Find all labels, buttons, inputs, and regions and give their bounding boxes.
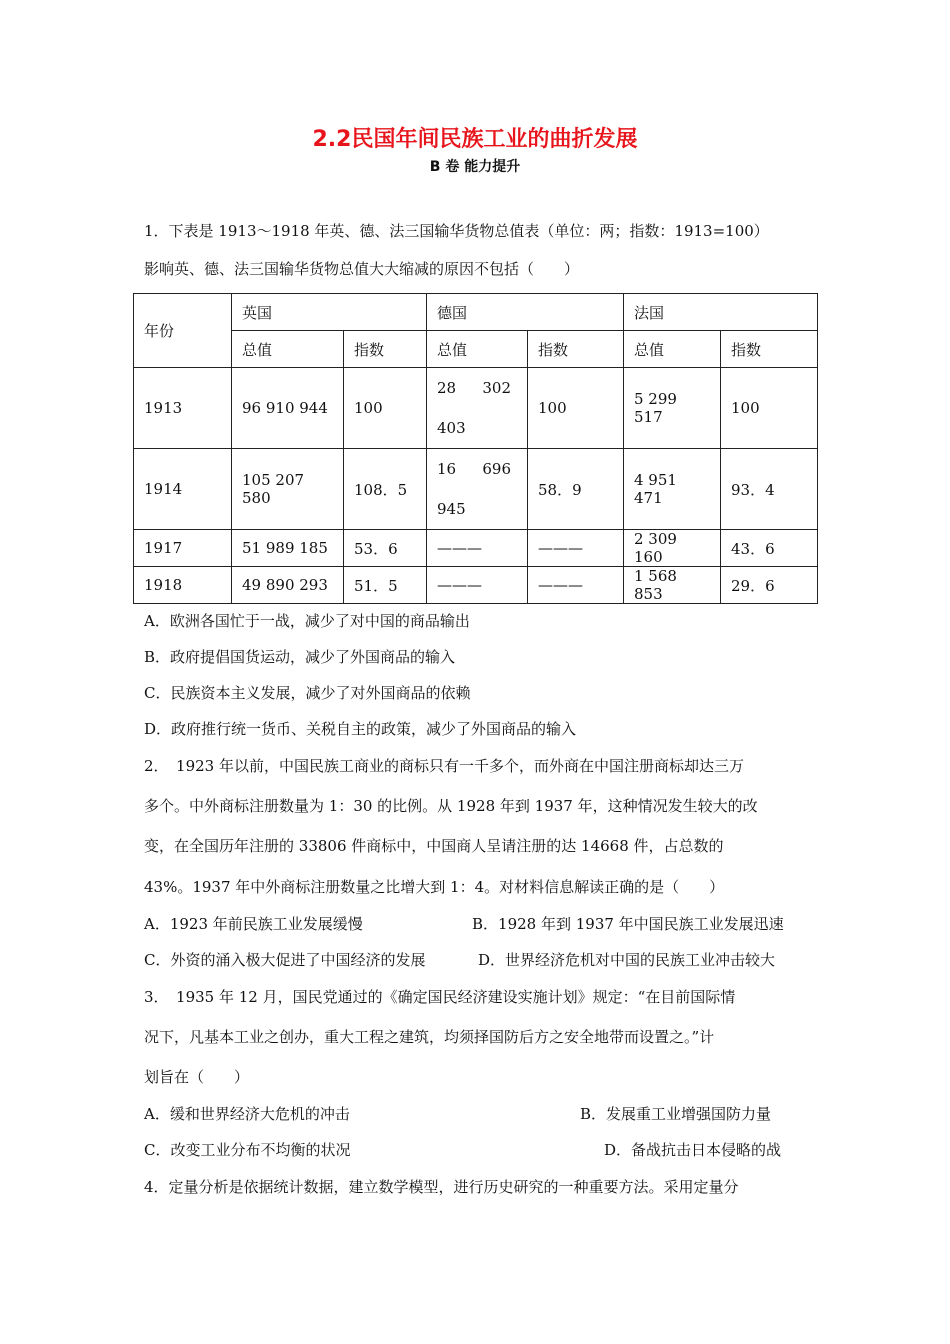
table-cell: 51 989 185 xyxy=(232,530,344,567)
q1-stem-line1: 1．下表是 1913～1918 年英、德、法三国输华货物总值表（单位：两；指数：1913=100） xyxy=(144,222,769,240)
table-cell: 100 xyxy=(344,368,427,449)
table-cell: 49 890 293 xyxy=(232,567,344,604)
table-cell: 58．9 xyxy=(528,449,624,530)
q3-stem-line: 3． 1935 年 12 月，国民党通过的《确定国民经济建设实施计划》规定：“在目前国际情 xyxy=(144,988,736,1006)
table-cell: ——— xyxy=(528,530,624,567)
table-cell: 51．5 xyxy=(344,567,427,604)
table-subheader: 指数 xyxy=(344,331,427,368)
table-cell-part: 403 xyxy=(437,419,466,437)
q3-option-d: D．备战抗击日本侵略的战 xyxy=(604,1141,782,1159)
table-cell: 53．6 xyxy=(344,530,427,567)
table-cell: 105 207 580 xyxy=(232,449,344,530)
table-cell: 43．6 xyxy=(721,530,818,567)
table-cell: ——— xyxy=(427,567,528,604)
q2-option-b: B．1928 年到 1937 年中国民族工业发展迅速 xyxy=(472,915,784,933)
q3-option-a: A．缓和世界经济大危机的冲击 xyxy=(144,1105,350,1123)
q2-option-a: A．1923 年前民族工业发展缓慢 xyxy=(144,915,363,933)
q3-option-c: C．改变工业分布不均衡的状况 xyxy=(144,1141,351,1159)
table-cell-year: 1917 xyxy=(134,530,232,567)
table-cell: 96 910 944 xyxy=(232,368,344,449)
table-cell: 93．4 xyxy=(721,449,818,530)
table-cell-part: 696 xyxy=(482,460,511,478)
table-cell: 108．5 xyxy=(344,449,427,530)
table-subheader: 总值 xyxy=(427,331,528,368)
table-country-fr: 法国 xyxy=(624,294,818,331)
q2-option-d: D．世界经济危机对中国的民族工业冲击较大 xyxy=(478,951,776,969)
q2-stem-line: 多个。中外商标注册数量为 1：30 的比例。从 1928 年到 1937 年，这种情况发生较大的改 xyxy=(144,797,758,815)
table-cell-part: 16 xyxy=(437,460,457,478)
table-cell-split xyxy=(427,449,528,530)
table-country-uk: 英国 xyxy=(232,294,427,331)
table-row xyxy=(134,530,818,567)
table-cell: 2 309 160 xyxy=(624,530,721,567)
q4-stem-line: 4．定量分析是依据统计数据，建立数学模型，进行历史研究的一种重要方法。采用定量分 xyxy=(144,1178,739,1196)
table-header-row xyxy=(134,294,818,331)
q2-option-c: C．外资的涌入极大促进了中国经济的发展 xyxy=(144,951,426,969)
q1-option-b: B．政府提倡国货运动，减少了外国商品的输入 xyxy=(144,648,456,666)
table-cell: ——— xyxy=(528,567,624,604)
q2-stem-line: 2． 1923 年以前，中国民族工商业的商标只有一千多个，而外商在中国注册商标却达三万 xyxy=(144,757,744,775)
table-subheader-row xyxy=(134,331,818,368)
table-subheader: 总值 xyxy=(624,331,721,368)
table-cell-split xyxy=(427,368,528,449)
table-subheader: 指数 xyxy=(721,331,818,368)
table-cell-year: 1914 xyxy=(134,449,232,530)
table-cell: 5 299 517 xyxy=(624,368,721,449)
q1-data-table xyxy=(133,293,818,604)
table-subheader: 指数 xyxy=(528,331,624,368)
table-country-de: 德国 xyxy=(427,294,624,331)
table-cell: 100 xyxy=(721,368,818,449)
table-cell-year: 1918 xyxy=(134,567,232,604)
table-subheader: 总值 xyxy=(232,331,344,368)
table-cell: ——— xyxy=(427,530,528,567)
table-cell: 1 568 853 xyxy=(624,567,721,604)
q1-option-a: A．欧洲各国忙于一战，减少了对中国的商品输出 xyxy=(144,612,470,630)
q2-stem-line: 43%。1937 年中外商标注册数量之比增大到 1：4。对材料信息解读正确的是（ ） xyxy=(144,878,725,896)
table-row xyxy=(134,567,818,604)
table-row xyxy=(134,449,818,530)
q2-stem-line: 变，在全国历年注册的 33806 件商标中，中国商人呈请注册的达 14668 件，占总数的 xyxy=(144,837,724,855)
page-title: 2.2民国年间民族工业的曲折发展 xyxy=(312,127,638,152)
table-cell-part: 945 xyxy=(437,500,466,518)
table-cell-year: 1913 xyxy=(134,368,232,449)
q1-option-c: C．民族资本主义发展，减少了对外国商品的依赖 xyxy=(144,684,471,702)
table-cell: 4 951 471 xyxy=(624,449,721,530)
page-subtitle: B 卷 能力提升 xyxy=(429,159,521,175)
q3-option-b: B．发展重工业增强国防力量 xyxy=(580,1105,772,1123)
table-row xyxy=(134,368,818,449)
table-cell: 29．6 xyxy=(721,567,818,604)
q3-stem-line: 划旨在（ ） xyxy=(144,1068,250,1086)
table-cell: 100 xyxy=(528,368,624,449)
table-cell-part: 28 xyxy=(437,379,457,397)
table-cell-part: 302 xyxy=(482,379,511,397)
table-year-header: 年份 xyxy=(134,294,232,368)
q3-stem-line: 况下，凡基本工业之创办，重大工程之建筑，均须择国防后方之安全地带而设置之。”计 xyxy=(144,1028,715,1046)
q1-option-d: D．政府推行统一货币、关税自主的政策，减少了外国商品的输入 xyxy=(144,720,577,738)
q1-stem-line2: 影响英、德、法三国输华货物总值大大缩减的原因不包括（ ） xyxy=(144,260,580,278)
